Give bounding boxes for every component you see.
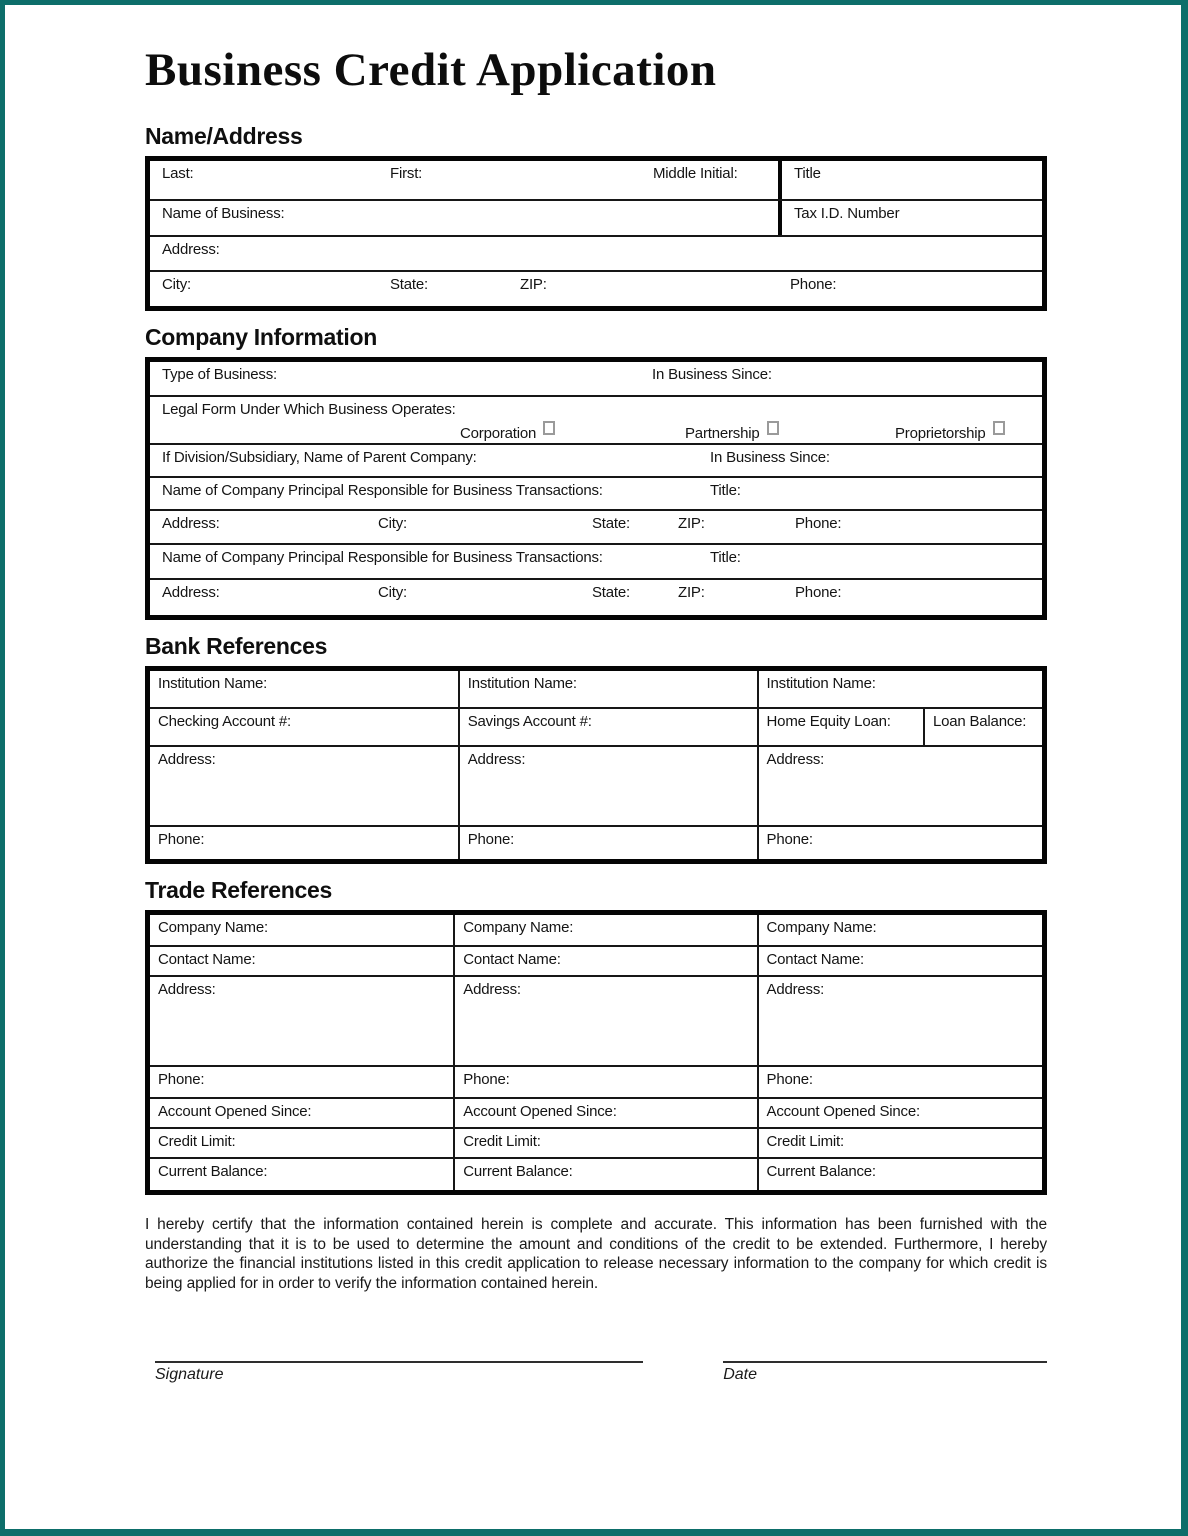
trade-3-contact-name-label: Contact Name: (766, 951, 864, 968)
corporation-option (460, 421, 555, 442)
trade-2-account-opened-cell[interactable] (455, 1097, 756, 1127)
trade-1-contact-name-cell[interactable] (150, 945, 453, 975)
trade-references-heading: Trade References (145, 877, 332, 903)
principal-1-row[interactable] (150, 476, 1042, 509)
trade-2-company-name-cell[interactable] (455, 915, 756, 945)
principal-1-address-row[interactable] (150, 509, 1042, 543)
middle-initial-label: Middle Initial: (653, 165, 738, 182)
bank-3-loan-balance-label: Loan Balance: (932, 713, 1027, 730)
trade-3-phone-label: Phone: (766, 1071, 813, 1088)
company-information-table (145, 357, 1047, 620)
corporation-checkbox[interactable] (543, 421, 555, 435)
principal-2-zip-label: ZIP: (678, 584, 705, 601)
signature-label: Signature (155, 1366, 224, 1384)
bank-3-loan-cells (759, 707, 1042, 745)
bank-1-phone-cell[interactable] (150, 825, 458, 859)
phone-label: Phone: (790, 276, 837, 293)
bank-col-2 (458, 671, 757, 859)
parent-in-business-since-label: In Business Since: (710, 449, 830, 466)
trade-3-account-opened-label: Account Opened Since: (766, 1103, 920, 1120)
document-title: Business Credit Application (145, 44, 717, 96)
date-label: Date (723, 1366, 757, 1384)
certification-paragraph: I hereby certify that the information contained herein is complete and accurate. This information has been furnished with the understanding that it is to be used to determine the amount and conditions of the credit to be extended. Furthermore, I hereby authorize the financial institutions listed in this credit application to release necessary information to the company for which credit is being applied for in order to verify the information contained herein. (145, 1216, 1047, 1292)
trade-3-account-opened-cell[interactable] (759, 1097, 1042, 1127)
address-label: Address: (162, 241, 220, 258)
trade-1-phone-cell[interactable] (150, 1065, 453, 1097)
bank-1-phone-label: Phone: (158, 831, 205, 848)
principal-1-address-label: Address: (162, 515, 220, 532)
name-of-business-label: Name of Business: (162, 205, 285, 222)
bank-references-heading: Bank References (145, 633, 328, 659)
trade-2-company-name-label: Company Name: (463, 919, 574, 936)
trade-3-address-label: Address: (766, 981, 825, 998)
principal-2-state-label: State: (592, 584, 630, 601)
date-line[interactable] (723, 1361, 1047, 1363)
bank-2-institution-label: Institution Name: (467, 675, 577, 692)
bank-1-checking-account-cell[interactable] (150, 707, 458, 745)
trade-2-credit-limit-cell[interactable] (455, 1127, 756, 1157)
bank-col-1 (150, 671, 458, 859)
trade-1-contact-name-label: Contact Name: (158, 951, 256, 968)
bank-1-checking-account-label: Checking Account #: (158, 713, 291, 730)
trade-col-3 (757, 915, 1042, 1190)
principal-1-title-label: Title: (710, 482, 741, 499)
principal-2-title-label: Title: (710, 549, 741, 566)
bank-1-institution-label: Institution Name: (158, 675, 268, 692)
trade-1-company-name-cell[interactable] (150, 915, 453, 945)
principal-1-label: Name of Company Principal Responsible for Business Transactions: (162, 482, 603, 499)
legal-form-options (150, 421, 1042, 445)
trade-3-current-balance-label: Current Balance: (766, 1163, 876, 1180)
trade-1-company-name-label: Company Name: (158, 919, 268, 936)
form-content (145, 43, 1047, 1384)
trade-3-company-name-cell[interactable] (759, 915, 1042, 945)
trade-1-address-label: Address: (158, 981, 216, 998)
bank-2-institution-cell[interactable] (460, 671, 757, 707)
trade-1-account-opened-label: Account Opened Since: (158, 1103, 312, 1120)
title-field[interactable] (778, 161, 1042, 199)
signature-line[interactable] (155, 1361, 643, 1363)
trade-3-company-name-label: Company Name: (766, 919, 877, 936)
trade-1-phone-label: Phone: (158, 1071, 205, 1088)
trade-2-phone-label: Phone: (463, 1071, 510, 1088)
bank-3-address-label: Address: (766, 751, 825, 768)
trade-2-current-balance-label: Current Balance: (463, 1163, 573, 1180)
bank-3-institution-cell[interactable] (759, 671, 1042, 707)
trade-references-table (145, 910, 1047, 1195)
bank-1-address-label: Address: (158, 751, 216, 768)
state-label: State: (390, 276, 428, 293)
bank-3-loan-balance-cell[interactable] (923, 709, 1042, 745)
trade-3-credit-limit-label: Credit Limit: (766, 1133, 844, 1150)
form-sheet (5, 5, 1181, 1529)
principal-2-city-label: City: (378, 584, 408, 601)
bank-1-address-cell[interactable] (150, 745, 458, 825)
zip-label: ZIP: (520, 276, 547, 293)
address-row[interactable] (150, 235, 1042, 270)
in-business-since-label: In Business Since: (652, 366, 772, 383)
bank-col-3 (757, 671, 1042, 859)
trade-3-address-cell[interactable] (759, 975, 1042, 1065)
trade-3-contact-name-cell[interactable] (759, 945, 1042, 975)
principal-2-row[interactable] (150, 543, 1042, 578)
bank-2-phone-cell[interactable] (460, 825, 757, 859)
bank-3-phone-cell[interactable] (759, 825, 1042, 859)
parent-company-label: If Division/Subsidiary, Name of Parent Company: (162, 449, 477, 466)
bank-2-address-cell[interactable] (460, 745, 757, 825)
trade-col-2 (453, 915, 756, 1190)
parent-company-row[interactable] (150, 443, 1042, 476)
bank-2-savings-account-cell[interactable] (460, 707, 757, 745)
tax-id-field[interactable] (778, 201, 1042, 235)
type-of-business-row[interactable] (150, 362, 1042, 395)
signature-block (145, 1361, 1047, 1384)
title-label: Title (794, 165, 821, 182)
principal-2-label: Name of Company Principal Responsible for Business Transactions: (162, 549, 603, 566)
name-address-table (145, 156, 1047, 311)
bank-3-home-equity-label: Home Equity Loan: (766, 713, 891, 730)
trade-3-current-balance-cell[interactable] (759, 1157, 1042, 1190)
bank-references-table (145, 666, 1047, 864)
principal-2-address-row[interactable] (150, 578, 1042, 615)
last-name-label: Last: (162, 165, 194, 182)
trade-2-phone-cell[interactable] (455, 1065, 756, 1097)
principal-1-state-label: State: (592, 515, 630, 532)
date-unit (723, 1361, 1047, 1384)
proprietorship-label: Proprietorship (895, 425, 986, 442)
trade-2-address-label: Address: (463, 981, 521, 998)
corporation-label: Corporation (460, 425, 537, 442)
bank-2-phone-label: Phone: (467, 831, 515, 848)
name-address-heading: Name/Address (145, 123, 303, 149)
legal-form-label: Legal Form Under Which Business Operates: (162, 401, 456, 418)
type-of-business-label: Type of Business: (162, 366, 277, 383)
trade-2-contact-name-label: Contact Name: (463, 951, 561, 968)
bank-3-institution-label: Institution Name: (766, 675, 876, 692)
signature-unit (155, 1361, 643, 1384)
bank-1-institution-cell[interactable] (150, 671, 458, 707)
business-name-row[interactable] (150, 199, 1042, 235)
trade-2-address-cell[interactable] (455, 975, 756, 1065)
trade-2-credit-limit-label: Credit Limit: (463, 1133, 541, 1150)
bank-3-home-equity-cell[interactable] (759, 709, 923, 745)
trade-col-1 (150, 915, 453, 1190)
city-state-zip-phone-row[interactable] (150, 270, 1042, 306)
trade-2-account-opened-label: Account Opened Since: (463, 1103, 617, 1120)
city-label: City: (162, 276, 192, 293)
trade-1-address-cell[interactable] (150, 975, 453, 1065)
bank-3-address-cell[interactable] (759, 745, 1042, 825)
partnership-option (685, 421, 779, 442)
bank-3-phone-label: Phone: (766, 831, 813, 848)
trade-1-current-balance-cell[interactable] (150, 1157, 453, 1190)
trade-1-credit-limit-label: Credit Limit: (158, 1133, 236, 1150)
principal-1-zip-label: ZIP: (678, 515, 705, 532)
partnership-label: Partnership (685, 425, 760, 442)
legal-form-row[interactable] (150, 395, 1042, 443)
principal-2-address-label: Address: (162, 584, 220, 601)
principal-1-city-label: City: (378, 515, 408, 532)
first-name-label: First: (390, 165, 423, 182)
trade-1-current-balance-label: Current Balance: (158, 1163, 268, 1180)
bank-2-savings-account-label: Savings Account #: (467, 713, 592, 730)
tax-id-label: Tax I.D. Number (794, 205, 900, 222)
trade-2-contact-name-cell[interactable] (455, 945, 756, 975)
trade-1-account-opened-cell[interactable] (150, 1097, 453, 1127)
principal-1-phone-label: Phone: (795, 515, 842, 532)
trade-3-credit-limit-cell[interactable] (759, 1127, 1042, 1157)
partnership-checkbox[interactable] (767, 421, 779, 435)
company-information-heading: Company Information (145, 324, 377, 350)
name-row[interactable] (150, 161, 1042, 199)
bank-2-address-label: Address: (467, 751, 526, 768)
proprietorship-option (895, 421, 1005, 442)
principal-2-phone-label: Phone: (795, 584, 842, 601)
proprietorship-checkbox[interactable] (993, 421, 1005, 435)
trade-1-credit-limit-cell[interactable] (150, 1127, 453, 1157)
trade-3-phone-cell[interactable] (759, 1065, 1042, 1097)
trade-2-current-balance-cell[interactable] (455, 1157, 756, 1190)
